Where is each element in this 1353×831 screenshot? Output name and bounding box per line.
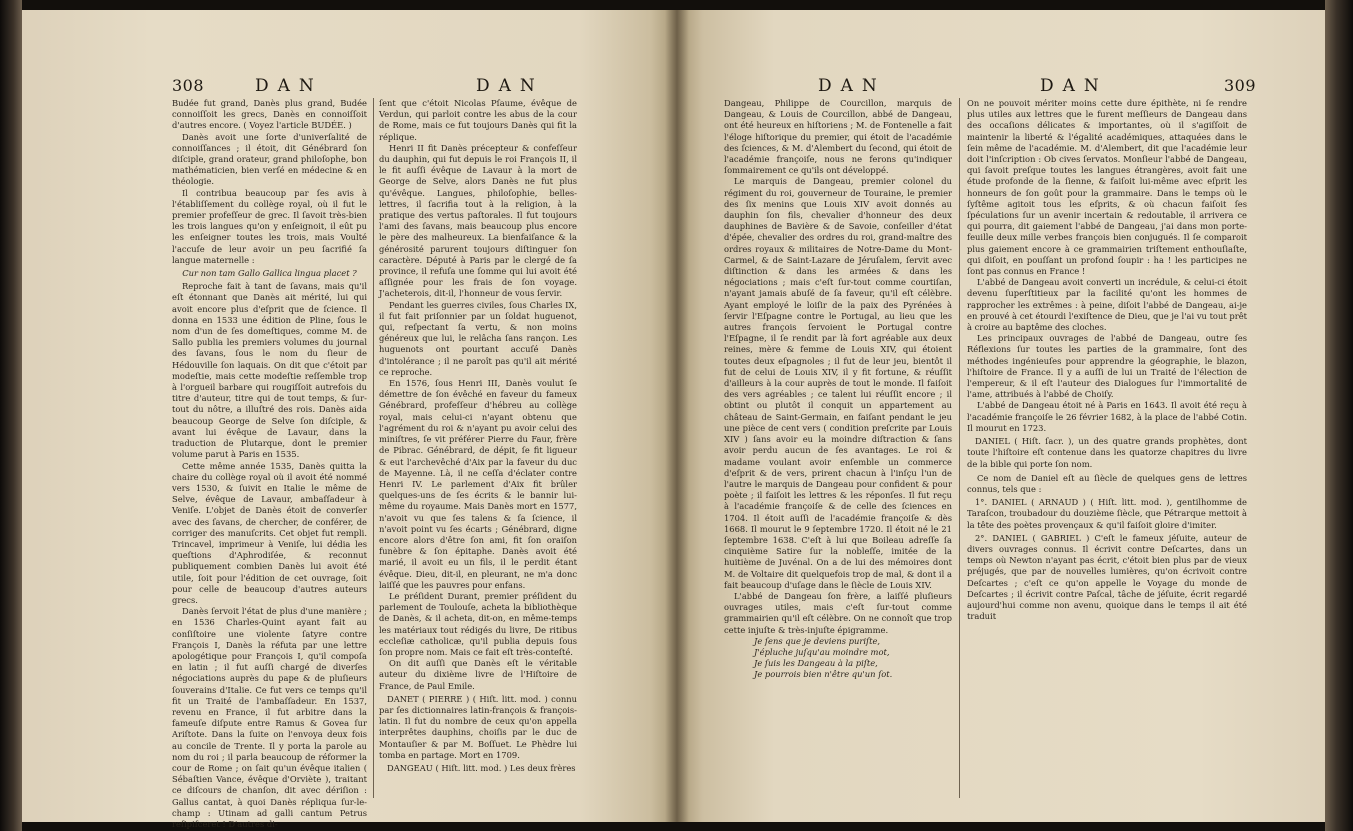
paragraph: Budée fut grand, Danès plus grand, Budée connoiſſoit les grecs, Danès en connoiſſoit d'autres encore. ( Voyez l'article BUDÉE. ) bbox=[172, 98, 367, 131]
right-page bbox=[677, 10, 1325, 822]
right-page-number: 309 bbox=[1224, 76, 1257, 95]
paragraph: Cette même année 1535, Danès quitta la chaire du collège royal où il avoit été nommé vers 1530, & ſuivit en Italie le même de Selve, évêque de Lavaur, ambaſſadeur à Veniſe. L'objet de Danès étoit de converſer avec des ſavans, de chercher, de conférer, de corriger des manuſcrits. Cet objet fut rempli. Trincavel, imprimeur à Veniſe, lui dédia les queſtions d'Aphrodiſée, & reconnut publiquement combien Danès lui avoit été utile, ſoit pour l'édition de cet ouvrage, ſoit pour celle de beaucoup d'autres auteurs grecs. bbox=[172, 460, 367, 605]
paragraph: L'abbé de Dangeau étoit né à Paris en 1643. Il avoit été reçu à l'académie françoiſe le 26 février 1682, à la place de l'abbé Cotin. Il mourut en 1723. bbox=[967, 400, 1247, 433]
paragraph: Le préſident Durant, premier préſident du parlement de Toulouſe, acheta la bibliothèque de Danès, & il acheta, dit-on, en même-temps les matériaux tout rédigés du livre, De ritibus eccleſiæ catholicæ, qu'il publia depuis ſous ſon propre nom. Mais ce fait eſt très-conteſté. bbox=[379, 590, 577, 657]
paragraph: 2°. DANIEL ( GABRIEL ) C'eſt le fameux jéſuite, auteur de divers ouvrages connus. Il écrivit contre Deſcartes, dans un temps où Newton n'ayant pas écrit, c'étoit bien plus par de vieux préjugés, que par de nouvelles lumières, qu'on écrivoit contre Deſcartes ; c'eſt ce qu'on appelle le Voyage du monde de Deſcartes ; il écrivit contre Paſcal, tâche de jéſuite, écrit regardé aujourd'hui comme non avenu, quoique dans le temps il ait été traduit bbox=[967, 532, 1247, 622]
right-running-head-1: DAN bbox=[818, 76, 886, 96]
paragraph: L'abbé de Dangeau ſon frère, a laiſſé pluſieurs ouvrages utiles, mais c'eſt ſur-tout comme grammairien qu'il eſt célèbre. On ne connoît que trop cette injuſte & très-injuſte épigramme. bbox=[724, 590, 952, 635]
paragraph: DANGEAU ( Hiſt. litt. mod. ) Les deux frères bbox=[387, 762, 576, 773]
paragraph: Danès avoit une ſorte d'univerſalité de connoiſſances ; il étoit, dit Génébrard ſon diſciple, grand orateur, grand philoſophe, bon mathématicien, bien verſé en médecine & en théologie. bbox=[172, 131, 367, 187]
column-rule-left bbox=[373, 98, 374, 798]
left-running-head-1: DAN bbox=[255, 76, 323, 96]
paragraph: J'épluche juſqu'au moindre mot, bbox=[754, 646, 890, 657]
right-running-head-2: DAN bbox=[1040, 76, 1108, 96]
paragraph: Je ſens que je deviens puriſte, bbox=[754, 635, 881, 646]
paragraph: On ne pouvoit mériter moins cette dure épithète, ni ſe rendre plus utiles aux lettres que le furent meſſieurs de Dangeau dans des occaſions délicates & importantes, où il s'agiſſoit de maintenir la liberté & l'égalité académiques, attaquées dans le ſein même de l'académie. M. d'Alembert, dit que l'académie leur doit l'inſcription : Ob cives ſervatos. Monſieur l'abbé de Dangeau, qui ſavoit preſque toutes les langues étrangères, avoit fait une étude profonde de la ſienne, & faiſoit lui-même avec eſprit les honneurs de ſon goût pour la grammaire. Dans le temps où le ſyſtême agitoit tous les eſprits, & où chacun faiſoit ſes ſpéculations ſur un avenir incertain & redoutable, il arrivera ce qui pourra, dit gaiement l'abbé de Dangeau, j'ai dans mon porte-feuille deux mille verbes françois bien conjugués. Il ſe comparoit plus gaiement encore à ce grammairien triſtement enthouſiaſte, qui diſoit, en pouſſant un profond ſoupir : ha ! les participes ne ſont pas connus en France ! bbox=[967, 98, 1247, 277]
paragraph: Henri II fit Danès précepteur & confeſſeur du dauphin, qui fut depuis le roi François II, il le fit auſſi évêque de Lavaur à la mort de George de Selve, alors Danès ne fut plus qu'évêque. Langues, philoſophie, belles-lettres, il ſacrifia tout à la religion, à la pratique des vertus paſtorales. Il fut toujours l'ami des ſavans, mais beaucoup plus encore le père des malheureux. La bienfaiſance & la générosité parurent toujours diſtinguer ſon caractère. Député à Paris par le clergé de ſa province, il refuſa une ſomme qui lui avoit été aſſignée pour les frais de ſon voyage. J'acheterois, dit-il, l'honneur de vous ſervir. bbox=[379, 142, 577, 299]
paragraph: Cur non tam Gallo Gallica lingua placet ? bbox=[182, 268, 357, 279]
paragraph: Il contribua beaucoup par ſes avis à l'établiſſement du collège royal, où il fut le premier profeſſeur de grec. Il ſavoit très-bien les trois langues qu'on y enſeignoit, il eût pu les enſeigner toutes les trois, mais Voulté l'accuſe de leur avoir un peu ſacrifié ſa langue maternelle : bbox=[172, 187, 367, 265]
right-column-2 bbox=[967, 98, 1247, 818]
column-rule-right bbox=[959, 98, 960, 798]
book-edge-right bbox=[1325, 0, 1353, 831]
paragraph: Je pourrois bien n'être qu'un ſot. bbox=[754, 669, 893, 680]
paragraph: Danès ſervoit l'état de plus d'une manière ; en 1536 Charles-Quint ayant fait au conſiſtoire une violente ſatyre contre François I, Danès la réfuta par une lettre apologétique pour François I, qu'il compoſa en latin ; il fut auſſi chargé de diverſes négociations auprès du pape & de pluſieurs ſouverains d'Italie. Ce fut vers ce temps qu'il fit un Traité de l'ambaſſadeur. En 1537, revenu en France, il fut arbitre dans la fameuſe diſpute entre Ramus & Govea ſur Ariſtote. Dans la ſuite on l'envoya deux fois au concile de Trente. Il y porta la parole au nom du roi ; il parla beaucoup de réformer la cour de Rome ; on ſait qu'un évêque italien ( Sébaſtien Vance, évêque d'Orviète ), traitant ce diſcours de chanſon, dit avec dériſion : Gallus cantat, à quoi Danès répliqua ſur-le-champ : Utinam ad galli cantum Petrus reſipiſceret ! D'autres di- bbox=[172, 606, 367, 829]
paragraph: DANIEL ( Hiſt. ſacr. ), un des quatre grands prophètes, dont toute l'hiſtoire eſt contenue dans les quatorze chapitres du livre de la bible qui porte ſon nom. bbox=[967, 436, 1247, 469]
left-page bbox=[22, 10, 677, 829]
left-column-2 bbox=[379, 98, 577, 818]
paragraph: On dit auſſi que Danès eſt le véritable auteur du dixième livre de l'Hiſtoire de France, de Paul Emile. bbox=[379, 658, 577, 691]
left-page-number: 308 bbox=[172, 76, 205, 95]
paragraph: Les principaux ouvrages de l'abbé de Dangeau, outre ſes Réflexions ſur toutes les parties de la grammaire, ſont des méthodes ingénieuſes pour apprendre la géographie, le blazon, l'hiſtoire de France. Il y a auſſi de lui un Traité de l'élection de l'empereur, & il eſt l'auteur des Dialogues ſur l'immortalité de l'ame, attribués à l'abbé de Choiſy. bbox=[967, 333, 1247, 400]
paragraph: Je ſuis les Dangeau à la piſte, bbox=[754, 658, 878, 669]
paragraph: Ce nom de Daniel eſt au ſiècle de quelques gens de lettres connus, tels que : bbox=[967, 472, 1247, 494]
paragraph: DANET ( PIERRE ) ( Hiſt. litt. mod. ) connu par ſes dictionnaires latin-françois & françois-latin. Il fut du nombre de ceux qu'on appella interprêtes dauphins, choiſis par le duc de Montauſier & par M. Boſſuet. Le Phèdre lui tomba en partage. Mort en 1709. bbox=[379, 693, 577, 760]
paragraph: En 1576, ſous Henri III, Danès voulut ſe démettre de ſon évêché en faveur du fameux Génébrard, profeſſeur d'hébreu au collège royal, mais celui-ci n'ayant obtenu que l'agrément du roi & n'ayant pu avoir celui des miniſtres, ſe vit préférer Pierre du Faur, frère de Pibrac. Génébrard, de dépit, ſe fit ligueur & eut l'archevêché d'Aix par la faveur du duc de Mayenne. Là, il ne ceſſa d'éclater contre Henri IV. Le parlement d'Aix fit brûler quelques-uns de ſes écrits & le bannir lui-même du royaume. Mais Danès mort en 1577, n'avoit vu que ſes talens & ſa ſcience, il n'avoit point vu ſes écarts ; Génébrard, digne encore alors d'être ſon ami, fit ſon oraiſon funèbre & ſon épitaphe. Danès avoit été marié, il avoit eu un fils, il le perdit étant évêque. Dieu, dit-il, en pleurant, ne m'a donc laiſſé que les pauvres pour enfans. bbox=[379, 378, 577, 590]
left-running-head-2: DAN bbox=[476, 76, 544, 96]
paragraph: Le marquis de Dangeau, premier colonel du régiment du roi, gouverneur de Touraine, le premier des ſix menins que Louis XIV avoit donnés au dauphin ſon fils, chevalier d'honneur des deux dauphines de Bavière & de Savoie, conſeiller d'état d'épée, chevalier des ordres du roi, grand-maître des ordres royaux & militaires de Notre-Dame du Mont-Carmel, & de Saint-Lazare de Jéruſalem, ſervit avec diſtinction & dans les armées & dans les négociations ; mais c'eſt ſur-tout comme courtiſan, n'ayant jamais abuſé de ſa faveur, qu'il eſt célèbre. Ayant employé le loiſir de la paix des Pyrénées à ſervir l'Eſpagne contre le Portugal, au lieu que les autres françois ſervoient le Portugal contre l'Eſpagne, il ſe rendit par là fort agréable aux deux reines, mère & femme de Louis XIV, qui étoient toutes deux eſpagnoles ; il fut de leur jeu, bientôt il fut de celui de Louis XIV, il y fit fortune, & réuſſit d'ailleurs à la cour auprès de tout le monde. Il faiſoit des vers agréables ; ce talent lui réuſſit encore ; il obtint ou plutôt il conquit un appartement au château de Saint-Germain, en faiſant pendant le jeu une pièce de cent vers ( condition preſcrite par Louis XIV ) ſans avoir eu la moindre diſtraction & ſans avoir perdu aucun de ſes avantages. Le roi & madame voulant avoir enſemble un commerce d'eſprit & de vers, prirent chacun à l'inſçu l'un de l'autre le marquis de Dangeau pour confident & pour poète ; il faiſoit les lettres & les réponſes. Il fut reçu à l'académie françoiſe & de celle des ſciences en 1704. Il étoit auſſi de l'académie françoiſe & dès 1668. Il mourut le 9 ſeptembre 1720. Il étoit né le 21 ſeptembre 1638. C'eſt à lui que Boileau adreſſe ſa cinquième Satire ſur la nobleſſe, imitée de la huitième de Juvénal. On a de lui des mémoires dont M. de Voltaire dit quelquefois trop de mal, & dont il a fait beaucoup d'uſage dans le ſiècle de Louis XIV. bbox=[724, 176, 952, 590]
right-column-1 bbox=[724, 98, 952, 818]
book-gutter bbox=[665, 10, 689, 822]
book-edge-left bbox=[0, 0, 22, 831]
paragraph: Dangeau, Philippe de Courcillon, marquis de Dangeau, & Louis de Courcillon, abbé de Dangeau, ont été heureux en hiſtoriens ; M. de Fontenelle a fait l'éloge hiſtorique du premier, qui étoit de l'académie des ſciences, & M. d'Alembert du ſecond, qui étoit de l'académie françoiſe, nous ne ferons qu'indiquer ſommairement ce qu'ils ont développé. bbox=[724, 98, 952, 176]
paragraph: Pendant les guerres civiles, ſous Charles IX, il fut fait priſonnier par un ſoldat huguenot, qui, reſpectant ſa vertu, & non moins généreux que lui, le relâcha ſans rançon. Les huguenots ont pourtant accuſé Danès d'intolérance ; il ne paroît pas qu'il ait mérité ce reproche. bbox=[379, 299, 577, 377]
paragraph: Reproche fait à tant de ſavans, mais qu'il eſt étonnant que Danès ait mérité, lui qui avoit encore plus d'eſprit que de ſcience. Il donna en 1533 une édition de Pline, ſous le nom d'un de ſes domeſtiques, comme M. de Sallo publia les premiers volumes du journal des ſavans, ſous le nom du ſieur de Hédouville ſon laquais. On dit que c'étoit par modeſtie, mais cette modeſtie reſſemble trop à l'orgueil barbare qui rougiſſoit autrefois du titre d'auteur, titre qui de tout temps, & ſur-tout du nôtre, a illuſtré des rois. Danès aida beaucoup George de Selve ſon diſciple, & avant lui évêque de Lavaur, dans la traduction de Plutarque, dont le premier volume parut à Paris en 1535. bbox=[172, 281, 367, 460]
paragraph: ſent que c'étoit Nicolas Pſaume, évêque de Verdun, qui parloit contre les abus de la cour de Rome, mais ce fut toujours Danès qui fit la réplique. bbox=[379, 98, 577, 142]
paragraph: L'abbé de Dangeau avoit converti un incrédule, & celui-ci étoit devenu ſuperſtitieux par la facilité qu'ont les hommes de rapprocher les extrêmes : à peine, diſoit l'abbé de Dangeau, ai-je en prouvé à cet étourdi l'exiſtence de Dieu, que je l'ai vu tout prêt à croire au baptême des cloches. bbox=[967, 277, 1247, 333]
left-column-1 bbox=[172, 98, 367, 829]
paragraph: 1°. DANIEL ( ARNAUD ) ( Hiſt. litt. mod. ), gentilhomme de Taraſcon, troubadour du douzième ſiècle, que Pétrarque mettoit à la tête des poètes provençaux & qu'il faiſoit gloire d'imiter. bbox=[967, 497, 1247, 530]
